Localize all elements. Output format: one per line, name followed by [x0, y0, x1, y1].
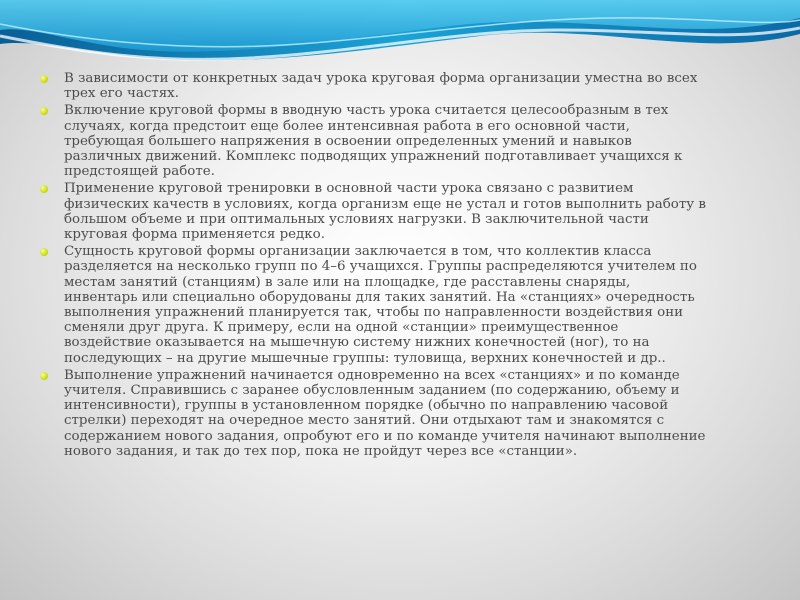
list-item: [40, 368, 706, 459]
list-item: [40, 244, 706, 366]
paragraph-text: Сущность круговой формы организации заключается в том, что коллектив класса разделяется на несколько групп по 4–6 учащихся. Группы распределяются учителем по местам занятий (станциям) в зале или на площадке, где расставлены снаряды, инвентарь или специально оборудованы для таких занятий. На «станциях» очередность выполнения упражнений планируется так, чтобы по направленности воздействия они сменяли друг друга. К примеру, если на одной «станции» преимущественное воздействие оказывается на мышечную систему нижних конечностей (ног), то на последующих – на другие мышечные группы: туловища, верхних конечностей и др..: [64, 244, 697, 366]
list-item: [40, 181, 706, 242]
bullet-icon: [40, 75, 48, 83]
bullet-icon: [40, 248, 48, 256]
bullet-icon: [40, 107, 48, 115]
list-item: [40, 71, 706, 101]
paragraph-text: Включение круговой формы в вводную часть урока считается целесообразным в тех случаях, когда предстоит еще более интенсивная работа в его основной части, требующая большего напряжения в освоении определенных умений и навыков различных движений. Комплекс подводящих упражнений подготавливает учащихся к предстоящей работе.: [64, 103, 683, 180]
paragraph-text: Применение круговой тренировки в основной части урока связано с развитием физических качеств в условиях, когда организм еще не устал и готов выполнить работу в большом объеме и при оптимальных условиях нагрузки. В заключительной части круговая форма применяется редко.: [64, 181, 706, 243]
bullet-icon: [40, 372, 48, 380]
wave-header-decoration: [0, 0, 800, 75]
paragraph-text: Выполнение упражнений начинается одновременно на всех «станциях» и по команде учителя. Справившись с заранее обусловленным заданием (по содержанию, объему и интенсивности), группы в установленном порядке (обычно по направлению часовой стрелки) переходят на очередное место занятий. Они отдыхают там и знакомятся с содержанием нового задания, опробуют его и по команде учителя начинают выполнение нового задания, и так до тех пор, пока не пройдут через все «станции».: [64, 367, 706, 459]
bullet-icon: [40, 185, 48, 193]
bullet-list: [40, 71, 706, 461]
paragraph-text: В зависимости от конкретных задач урока круговая форма организации уместна во всех трех его частях.: [64, 71, 698, 102]
list-item: [40, 103, 706, 179]
